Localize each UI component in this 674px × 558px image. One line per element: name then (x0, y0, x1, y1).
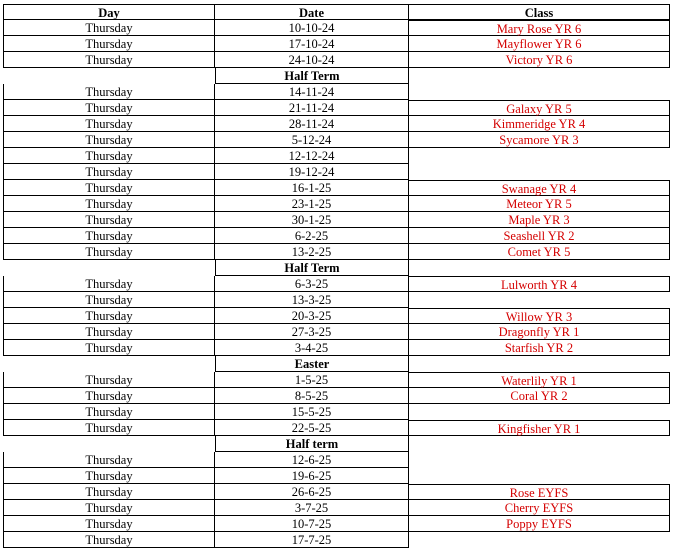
date-cell: 19-6-25 (215, 468, 409, 484)
day-cell: Thursday (3, 500, 215, 516)
day-cell: Thursday (3, 516, 215, 532)
table-row (3, 404, 670, 420)
table-row (3, 164, 670, 180)
day-cell: Thursday (3, 420, 215, 436)
break-label: Half term (215, 436, 409, 452)
date-cell: 3-4-25 (215, 340, 409, 356)
day-cell: Thursday (3, 100, 215, 116)
date-cell: 21-11-24 (215, 100, 409, 116)
date-cell: 30-1-25 (215, 212, 409, 228)
break-row (3, 68, 670, 84)
table-row (3, 212, 670, 228)
table-row (3, 228, 670, 244)
class-cell: Swanage YR 4 (409, 180, 670, 196)
date-cell: 17-10-24 (215, 36, 409, 52)
day-cell: Thursday (3, 36, 215, 52)
date-cell: 8-5-25 (215, 388, 409, 404)
day-cell: Thursday (3, 388, 215, 404)
date-cell: 6-2-25 (215, 228, 409, 244)
day-cell: Thursday (3, 276, 215, 292)
break-row (3, 356, 670, 372)
class-cell: Maple YR 3 (409, 212, 670, 228)
header-date: Date (215, 4, 409, 20)
table-row (3, 516, 670, 532)
day-cell: Thursday (3, 132, 215, 148)
day-cell: Thursday (3, 340, 215, 356)
class-cell: Rose EYFS (409, 484, 670, 500)
table-row (3, 324, 670, 340)
table-row (3, 148, 670, 164)
date-cell: 12-6-25 (215, 452, 409, 468)
day-cell: Thursday (3, 180, 215, 196)
date-cell: 26-6-25 (215, 484, 409, 500)
date-cell: 10-7-25 (215, 516, 409, 532)
class-cell: Dragonfly YR 1 (409, 324, 670, 340)
date-cell: 3-7-25 (215, 500, 409, 516)
class-cell: Poppy EYFS (409, 516, 670, 532)
date-cell: 16-1-25 (215, 180, 409, 196)
date-cell: 14-11-24 (215, 84, 409, 100)
date-cell: 24-10-24 (215, 52, 409, 68)
class-cell: Kingfisher YR 1 (409, 420, 670, 436)
date-cell: 15-5-25 (215, 404, 409, 420)
class-cell: Meteor YR 5 (409, 196, 670, 212)
class-cell: Starfish YR 2 (409, 340, 670, 356)
class-cell: Cherry EYFS (409, 500, 670, 516)
day-cell: Thursday (3, 228, 215, 244)
break-row (3, 260, 670, 276)
day-cell: Thursday (3, 452, 215, 468)
break-row (3, 436, 670, 452)
date-cell: 10-10-24 (215, 20, 409, 36)
header-row (3, 4, 670, 20)
date-cell: 13-3-25 (215, 292, 409, 308)
break-label: Half Term (215, 68, 409, 84)
date-cell: 12-12-24 (215, 148, 409, 164)
date-cell: 17-7-25 (215, 532, 409, 548)
header-class: Class (409, 4, 670, 20)
table-row (3, 420, 670, 436)
day-cell: Thursday (3, 148, 215, 164)
day-cell: Thursday (3, 244, 215, 260)
day-cell: Thursday (3, 292, 215, 308)
table-row (3, 292, 670, 308)
date-cell: 5-12-24 (215, 132, 409, 148)
class-cell: Waterlily YR 1 (409, 372, 670, 388)
table-row (3, 116, 670, 132)
class-cell: Sycamore YR 3 (409, 132, 670, 148)
class-cell: Victory YR 6 (409, 52, 670, 68)
class-cell: Willow YR 3 (409, 308, 670, 324)
day-cell: Thursday (3, 532, 215, 548)
table-row (3, 388, 670, 404)
table-row (3, 468, 670, 484)
day-cell: Thursday (3, 196, 215, 212)
table-row (3, 180, 670, 196)
day-cell: Thursday (3, 372, 215, 388)
table-row (3, 244, 670, 260)
date-cell: 6-3-25 (215, 276, 409, 292)
table-row (3, 36, 670, 52)
break-label: Easter (215, 356, 409, 372)
break-label: Half Term (215, 260, 409, 276)
class-cell: Coral YR 2 (409, 388, 670, 404)
table-row (3, 340, 670, 356)
table-row (3, 100, 670, 116)
date-cell: 27-3-25 (215, 324, 409, 340)
date-cell: 23-1-25 (215, 196, 409, 212)
class-cell: Lulworth YR 4 (409, 276, 670, 292)
class-cell: Galaxy YR 5 (409, 100, 670, 116)
class-cell: Mayflower YR 6 (409, 36, 670, 52)
day-cell: Thursday (3, 468, 215, 484)
date-cell: 1-5-25 (215, 372, 409, 388)
table-row (3, 308, 670, 324)
day-cell: Thursday (3, 404, 215, 420)
day-cell: Thursday (3, 324, 215, 340)
header-day: Day (3, 4, 215, 20)
date-cell: 22-5-25 (215, 420, 409, 436)
table-row (3, 20, 670, 36)
class-cell: Seashell YR 2 (409, 228, 670, 244)
schedule-table (3, 4, 670, 548)
table-row (3, 452, 670, 468)
day-cell: Thursday (3, 20, 215, 36)
day-cell: Thursday (3, 484, 215, 500)
table-row (3, 372, 670, 388)
day-cell: Thursday (3, 212, 215, 228)
table-row (3, 532, 670, 548)
date-cell: 20-3-25 (215, 308, 409, 324)
table-row (3, 484, 670, 500)
day-cell: Thursday (3, 52, 215, 68)
table-row (3, 52, 670, 68)
table-row (3, 84, 670, 100)
date-cell: 13-2-25 (215, 244, 409, 260)
class-cell: Kimmeridge YR 4 (409, 116, 670, 132)
date-cell: 19-12-24 (215, 164, 409, 180)
day-cell: Thursday (3, 308, 215, 324)
table-body (3, 20, 670, 548)
day-cell: Thursday (3, 164, 215, 180)
day-cell: Thursday (3, 84, 215, 100)
class-cell: Comet YR 5 (409, 244, 670, 260)
table-row (3, 276, 670, 292)
table-row (3, 132, 670, 148)
day-cell: Thursday (3, 116, 215, 132)
class-cell: Mary Rose YR 6 (409, 20, 670, 36)
date-cell: 28-11-24 (215, 116, 409, 132)
table-row (3, 196, 670, 212)
table-row (3, 500, 670, 516)
